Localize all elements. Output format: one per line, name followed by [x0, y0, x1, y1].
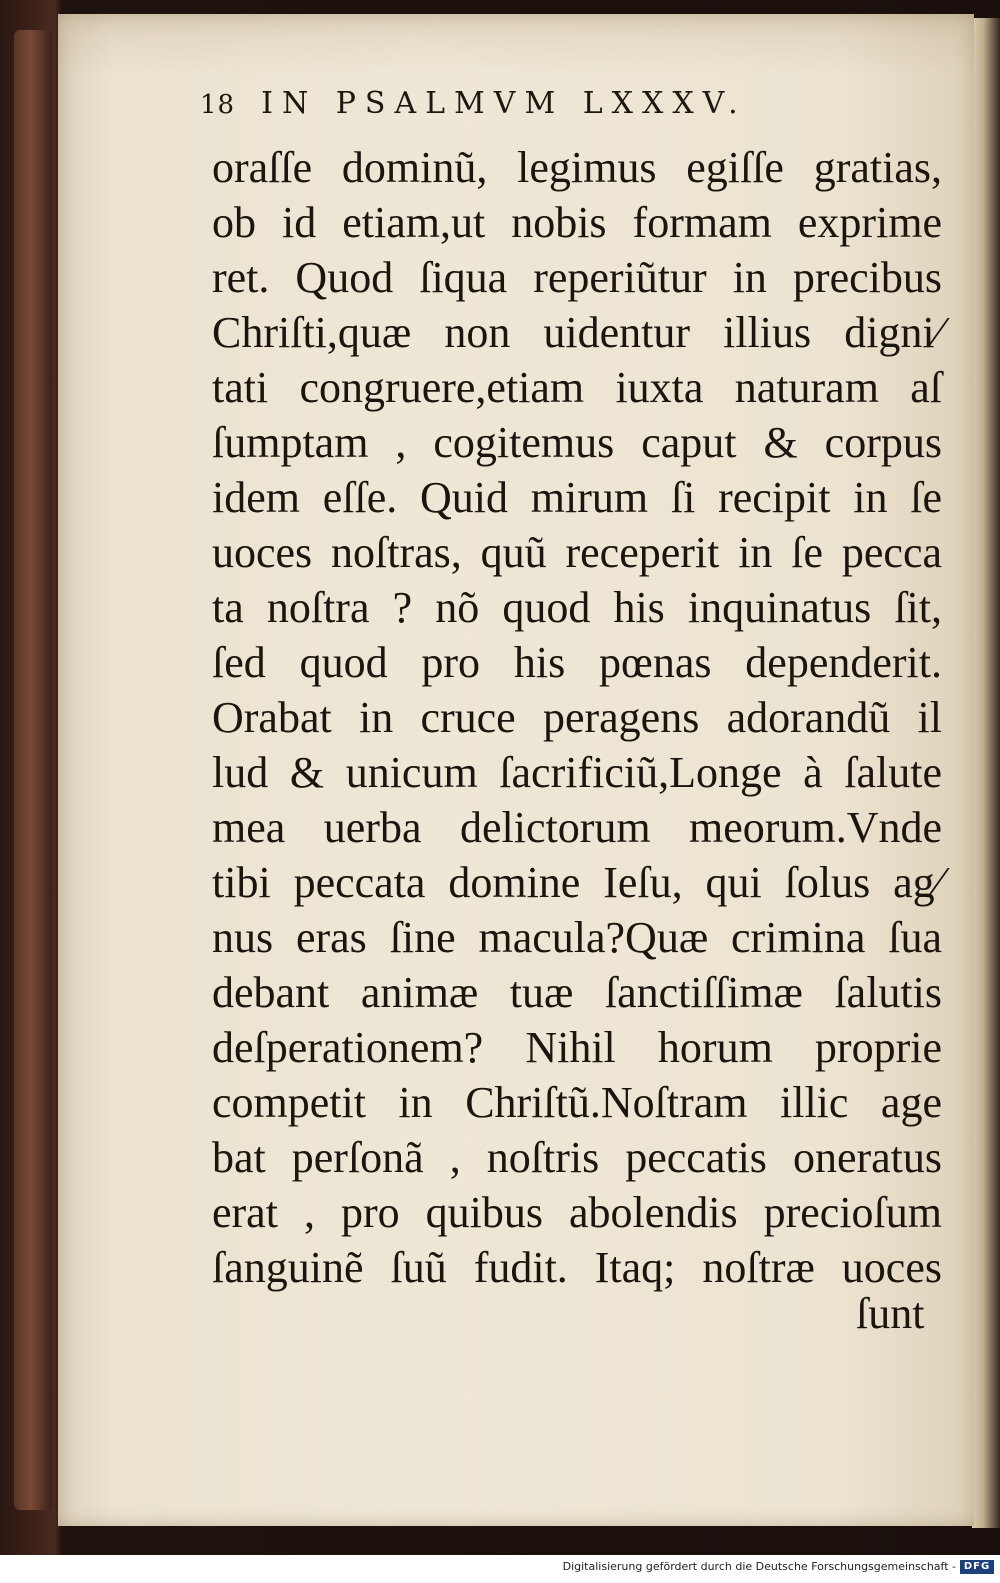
page-stain [58, 14, 974, 74]
text-line: erat , pro quibus abolendis precioſum [212, 1188, 942, 1237]
text-line: Chriſti,quæ non uidentur illius digni⁄ [212, 308, 942, 357]
text-line: ta noſtra ? nõ quod his inquinatus ſit, [212, 583, 942, 632]
text-line: uoces noſtras, quũ receperit in ſe pecca [212, 528, 942, 577]
text-line: ſed quod pro his pœnas dependerit. [212, 638, 942, 687]
page-edges [972, 18, 1000, 1528]
text-line: bat perſonã , noſtris peccatis oneratus [212, 1133, 942, 1182]
text-line: mea uerba delictorum meorum.Vnde [212, 803, 942, 852]
text-line: competit in Chriſtũ.Noſtram illic age [212, 1078, 942, 1127]
text-line: Orabat in cruce peragens adorandũ il [212, 693, 942, 742]
text-line: tati congruere,etiam iuxta naturam aſ [212, 363, 942, 412]
text-line: ob id etiam,ut nobis formam exprime [212, 198, 942, 247]
dfg-logo: DFG [960, 1560, 994, 1574]
running-head [200, 86, 940, 121]
page-number: 18 [200, 90, 236, 120]
text-line: tibi peccata domine Ieſu, qui ſolus ag⁄ [212, 858, 942, 907]
text-line: ret. Quod ſiqua reperiũtur in precibus [212, 253, 942, 302]
running-head-title: IN PSALMVM LXXXV. [261, 86, 747, 121]
funding-credit: Digitalisierung gefördert durch die Deutsche Forschungsgemeinschaft - [562, 1560, 956, 1573]
text-line: deſperationem? Nihil horum proprie [212, 1023, 942, 1072]
text-line: oraſſe dominũ, legimus egiſſe gratias, [212, 143, 942, 192]
body-text [212, 140, 942, 1295]
catchword: ſunt [856, 1289, 925, 1338]
text-line: debant animæ tuæ ſanctiſſimæ ſalutis [212, 968, 942, 1017]
text-line: lud & unicum ſacrificiũ,Longe à ſalute [212, 748, 942, 797]
text-line: nus eras ſine macula?Quæ crimina ſua [212, 913, 942, 962]
cover-edge [14, 30, 52, 1510]
text-line: ſumptam , cogitemus caput & corpus [212, 418, 942, 467]
text-line: idem eſſe. Quid mirum ſi recipit in ſe [212, 473, 942, 522]
text-line: ſanguinẽ ſuũ fudit. Itaq; noſtræ uoces [212, 1243, 942, 1292]
